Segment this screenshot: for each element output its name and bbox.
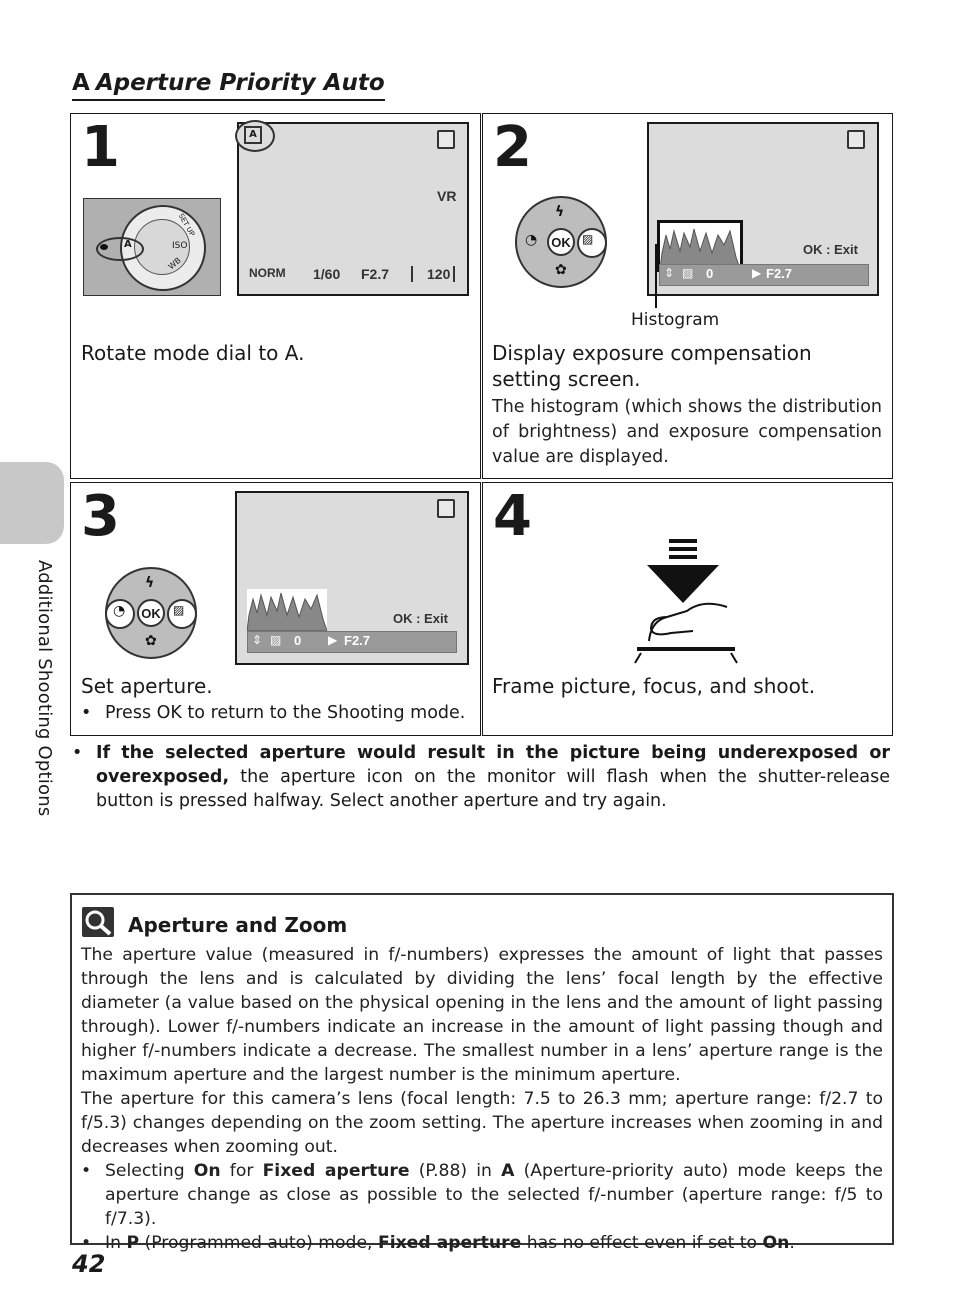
step-3-caption: Set aperture. (81, 674, 213, 698)
multi-selector-pad (105, 567, 197, 659)
histogram (247, 589, 327, 631)
dial-indicator-dot (100, 244, 108, 250)
up-down-icon: ⇕ (252, 633, 263, 647)
ok-exit-hint: OK : Exit (803, 242, 858, 257)
heading-title: Aperture Priority Auto (95, 70, 385, 96)
right-arrow-icon: ▶ (752, 266, 762, 280)
dial-label-setup: SET UP (176, 212, 197, 238)
warning-note: • If the selected aperture would result in the picture being underexposed or overexposed, the aperture icon on the monitor will flash when the shutter-release button is pressed halfway. Select another aperture and try again. (72, 743, 890, 811)
exposure-comp-icon: ▨ (173, 603, 185, 617)
multi-selector-pad (515, 196, 607, 288)
ok-button: OK (547, 228, 575, 256)
histogram-graph (247, 589, 327, 631)
image-quality: NORM (249, 266, 286, 280)
monitor-screen-2 (647, 122, 879, 296)
ev-value: 0 (294, 633, 302, 648)
ev-value: 0 (706, 266, 714, 281)
side-tab (0, 462, 64, 544)
step-4-caption: Frame picture, focus, and shoot. (492, 674, 816, 698)
tip-box (70, 893, 894, 1253)
step-1-caption: Rotate mode dial to A. (81, 341, 305, 365)
tip-paragraph-1: The aperture value (measured in f/-numbers) expresses the amount of light that passes through the lens and is calculated by dividing the lens’ focal length by the effective diameter (a value based on the physical opening in the lens and the amount of light passing through). Lower f/-numbers indicate an increase in the amount of light passing though and higher f/-numbers indicate a decrease. The smallest number in a lens’ aperture range is the maximum aperture and the largest number is the minimum aperture. (81, 945, 883, 1085)
ok-button: OK (137, 599, 165, 627)
macro-icon: ✿ (555, 262, 567, 278)
side-tab-label: Additional Shooting Options (34, 560, 55, 817)
monitor-screen-1 (237, 122, 469, 296)
warning-note-text: the aperture icon on the monitor will flash when the shutter-release button is pressed halfway. Select another aperture and try again. (96, 767, 890, 811)
page-number: 42 (72, 1250, 106, 1278)
aperture-value: F2.7 (361, 266, 390, 282)
mode-badge: A (244, 126, 262, 144)
step-4-box (482, 482, 893, 736)
up-down-icon: ⇕ (664, 266, 675, 280)
step-1-number: 1 (81, 115, 118, 180)
ok-exit-hint: OK : Exit (393, 611, 448, 626)
frames-remaining: 120 (411, 266, 455, 282)
tip-title: Aperture and Zoom (128, 913, 348, 937)
dial-label-a: A (124, 239, 132, 250)
mode-a-glyph: A (72, 70, 90, 96)
vr-indicator: VR (437, 188, 457, 204)
memory-card-icon (437, 130, 455, 149)
ev-comp-icon: ▨ (682, 266, 694, 280)
mode-dial-illustration (83, 198, 221, 296)
histogram-callout: Histogram (631, 310, 720, 330)
step-3-bullet-text: Press OK to return to the Shooting mode. (105, 703, 466, 723)
exposure-comp-icon: ▨ (582, 232, 594, 246)
memory-card-icon (847, 130, 865, 149)
step-3-bullet: • Press OK to return to the Shooting mode. (81, 703, 466, 723)
flash-icon: ϟ (555, 204, 565, 220)
tip-paragraph-2: The aperture for this camera’s lens (focal length: 7.5 to 26.3 mm; aperture range: f/2.7 to f/5.3) changes depending on the zoom setting. The aperture increases when zooming in and decreases when zooming out. (81, 1089, 883, 1157)
aperture-value: F2.7 (344, 633, 371, 648)
flash-icon: ϟ (145, 575, 155, 591)
dial-label-iso: ISO (172, 241, 188, 251)
tip-body (81, 943, 883, 1255)
ev-comp-icon: ▨ (270, 633, 282, 647)
section-heading (72, 68, 385, 101)
step-2-caption: Display exposure compensation setting screen. (492, 341, 812, 391)
histogram-graph (660, 223, 740, 269)
macro-icon: ✿ (145, 633, 157, 649)
shutter-speed: 1/60 (313, 266, 341, 282)
step-3-box (70, 482, 481, 736)
step-2-number: 2 (493, 115, 530, 180)
step-3-number: 3 (81, 484, 118, 549)
tip-magnifier-icon (82, 907, 114, 937)
ev-bar (247, 631, 457, 653)
monitor-screen-3 (235, 491, 469, 665)
step-2-description: The histogram (which shows the distribution of brightness) and exposure compensation value are displayed. (492, 397, 882, 467)
tip-bullet-2: • In P (Programmed auto) mode, Fixed aperture has no effect even if set to On. (81, 1233, 795, 1253)
dial-label-wb: WB (166, 255, 183, 272)
aperture-value: F2.7 (766, 266, 793, 281)
warning-note-bold: If the selected aperture would result in the picture being underexposed or overexposed, (96, 743, 890, 787)
right-arrow-icon: ▶ (328, 633, 338, 647)
tip-bullet-1: • Selecting On for Fixed aperture (P.88) in A (Aperture-priority auto) mode keeps the aperture change as close as possible to the selected f/-number (aperture range: f/5 to f/7.3). (81, 1161, 883, 1229)
step-4-number: 4 (493, 484, 530, 549)
step-2-box (482, 113, 893, 479)
step-1-box (70, 113, 481, 479)
memory-card-icon (437, 499, 455, 518)
ev-bar (659, 264, 869, 286)
self-timer-icon: ◔ (525, 232, 538, 248)
histogram-callout-line (655, 244, 657, 308)
self-timer-icon: ◔ (113, 603, 126, 619)
shutter-press-illustration (631, 533, 741, 665)
